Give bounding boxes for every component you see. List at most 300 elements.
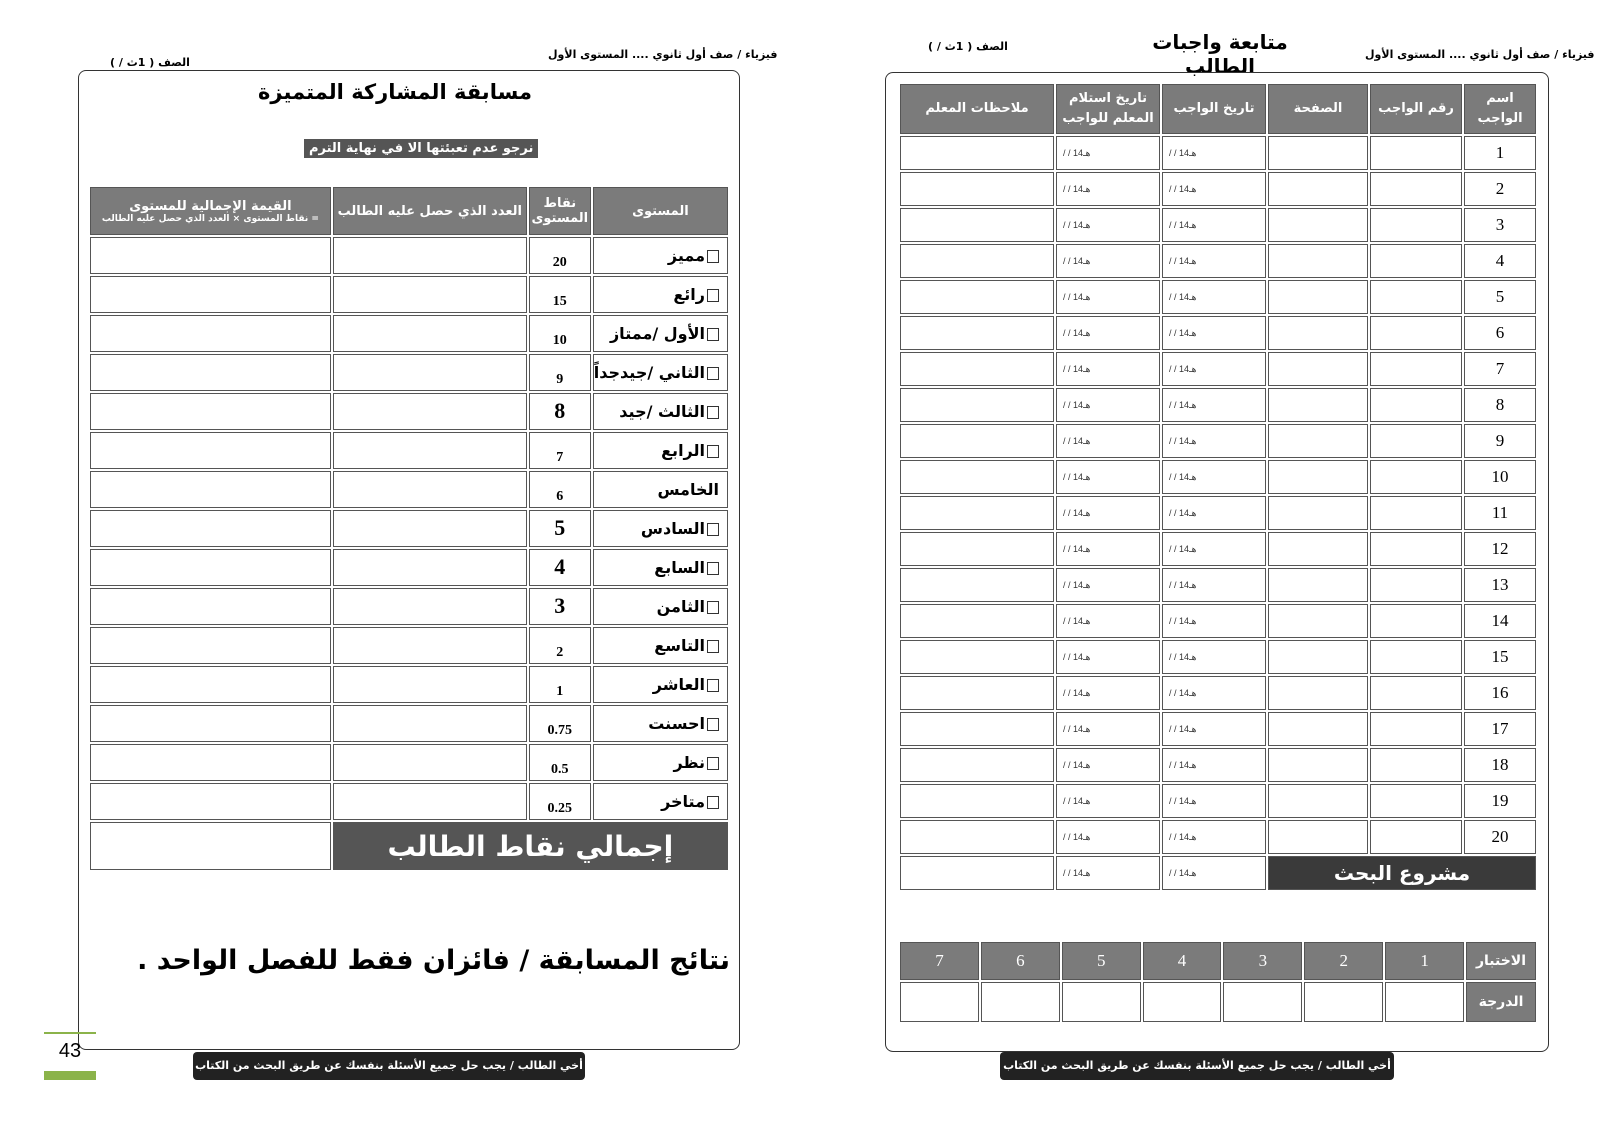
checkbox-icon[interactable] [707, 289, 719, 302]
level-name: السابع [654, 558, 705, 577]
hw-date-cell[interactable]: / / 14هـ [1162, 280, 1266, 314]
level-total-cell[interactable] [90, 471, 331, 508]
level-name: رائع [673, 285, 705, 304]
level-total-cell[interactable] [90, 666, 331, 703]
receipt-date-cell[interactable]: / / 14هـ [1056, 208, 1160, 242]
level-total-cell[interactable] [90, 237, 331, 274]
homework-table [898, 82, 1538, 892]
receipt-date-cell[interactable]: / / 14هـ [1056, 568, 1160, 602]
test-number: 3 [1223, 942, 1302, 980]
homework-number: 17 [1464, 712, 1536, 746]
level-name-cell [593, 471, 728, 508]
receipt-date-cell[interactable]: / / 14هـ [1056, 388, 1160, 422]
level-count-cell[interactable] [333, 393, 527, 430]
left-footer: أخي الطالب / يجب حل جميع الأسئلة بنفسك عن طريق البحث من الكتاب المدرسي [193, 1052, 585, 1080]
grade-cell[interactable] [1143, 982, 1222, 1022]
grade-cell[interactable] [900, 982, 979, 1022]
score-table [88, 185, 730, 872]
homework-number: 6 [1464, 316, 1536, 350]
notes-cell[interactable] [900, 712, 1054, 746]
checkbox-icon[interactable] [707, 601, 719, 614]
level-points: 20 [529, 237, 591, 274]
fill-note: نرجو عدم تعبئتها الا في نهاية الترم [304, 139, 538, 158]
level-count-cell[interactable] [333, 432, 527, 469]
level-count-cell[interactable] [333, 237, 527, 274]
level-name-cell [593, 510, 728, 547]
col-total-label: القيمة الإجمالية للمستوى [129, 198, 292, 214]
level-count-cell[interactable] [333, 510, 527, 547]
homework-number: 19 [1464, 784, 1536, 818]
level-points: 2 [529, 627, 591, 664]
level-total-cell[interactable] [90, 276, 331, 313]
hw-number-cell[interactable] [1370, 784, 1462, 818]
page-cell[interactable] [1268, 748, 1368, 782]
hw-date-cell[interactable]: / / 14هـ [1162, 568, 1266, 602]
hw-number-cell[interactable] [1370, 208, 1462, 242]
hw-date-cell[interactable]: / / 14هـ [1162, 208, 1266, 242]
level-name: الثامن [656, 597, 705, 616]
level-name: التاسع [654, 636, 705, 655]
hw-number-cell[interactable] [1370, 172, 1462, 206]
level-points: 4 [529, 549, 591, 586]
grade-label: الدرجة [1466, 982, 1536, 1022]
project-hw-date[interactable]: / / 14هـ [1162, 856, 1266, 890]
level-name: احسنت [648, 714, 705, 733]
page-cell[interactable] [1268, 568, 1368, 602]
page-cell[interactable] [1268, 424, 1368, 458]
test-number: 6 [981, 942, 1060, 980]
level-name-cell [593, 744, 728, 781]
notes-cell[interactable] [900, 496, 1054, 530]
level-points: 8 [529, 393, 591, 430]
notes-cell[interactable] [900, 460, 1054, 494]
homework-number: 14 [1464, 604, 1536, 638]
project-row [900, 856, 1536, 890]
level-row [90, 783, 728, 820]
level-name-cell [593, 705, 728, 742]
checkbox-icon[interactable] [707, 757, 719, 770]
page-cell[interactable] [1268, 460, 1368, 494]
level-row [90, 510, 728, 547]
hw-date-cell[interactable]: / / 14هـ [1162, 172, 1266, 206]
level-total-cell[interactable] [90, 783, 331, 820]
hw-number-cell[interactable] [1370, 496, 1462, 530]
notes-cell[interactable] [900, 244, 1054, 278]
col-points: نقاط المستوى [529, 187, 591, 235]
level-count-cell[interactable] [333, 315, 527, 352]
receipt-date-cell[interactable]: / / 14هـ [1056, 604, 1160, 638]
receipt-date-cell[interactable]: / / 14هـ [1056, 352, 1160, 386]
receipt-date-cell[interactable]: / / 14هـ [1056, 172, 1160, 206]
level-count-cell[interactable] [333, 549, 527, 586]
homework-row [900, 496, 1536, 530]
project-notes[interactable] [900, 856, 1054, 890]
receipt-date-cell[interactable]: / / 14هـ [1056, 676, 1160, 710]
level-row [90, 666, 728, 703]
homework-number: 18 [1464, 748, 1536, 782]
checkbox-icon[interactable] [707, 718, 719, 731]
checkbox-icon[interactable] [707, 406, 719, 419]
level-name-cell [593, 237, 728, 274]
notes-cell[interactable] [900, 604, 1054, 638]
level-points: 5 [529, 510, 591, 547]
page-cell[interactable] [1268, 676, 1368, 710]
grade-cell[interactable] [1385, 982, 1464, 1022]
page-cell[interactable] [1268, 820, 1368, 854]
hw-number-cell[interactable] [1370, 676, 1462, 710]
homework-number: 4 [1464, 244, 1536, 278]
level-name-cell [593, 588, 728, 625]
page-cell[interactable] [1268, 712, 1368, 746]
receipt-date-cell[interactable]: / / 14هـ [1056, 532, 1160, 566]
homework-number: 2 [1464, 172, 1536, 206]
receipt-date-cell[interactable]: / / 14هـ [1056, 712, 1160, 746]
hw-date-cell[interactable]: / / 14هـ [1162, 604, 1266, 638]
hw-date-cell[interactable]: / / 14هـ [1162, 676, 1266, 710]
level-name: الأول /ممتاز [609, 324, 705, 343]
page-cell[interactable] [1268, 496, 1368, 530]
level-name: متاخر [661, 792, 705, 811]
col-hw-number: رقم الواجب [1370, 84, 1462, 134]
level-points: 9 [529, 354, 591, 391]
homework-row [900, 136, 1536, 170]
project-receipt-date[interactable]: / / 14هـ [1056, 856, 1160, 890]
hw-number-cell[interactable] [1370, 460, 1462, 494]
grade-cell[interactable] [1062, 982, 1141, 1022]
checkbox-icon[interactable] [707, 250, 719, 263]
hw-number-cell[interactable] [1370, 136, 1462, 170]
homework-number: 5 [1464, 280, 1536, 314]
level-name-cell [593, 783, 728, 820]
level-total-cell[interactable] [90, 510, 331, 547]
notes-cell[interactable] [900, 172, 1054, 206]
hw-date-cell[interactable]: / / 14هـ [1162, 496, 1266, 530]
level-row [90, 276, 728, 313]
homework-number: 12 [1464, 532, 1536, 566]
checkbox-icon[interactable] [707, 445, 719, 458]
notes-cell[interactable] [900, 424, 1054, 458]
page-cell[interactable] [1268, 388, 1368, 422]
level-name: نظر [673, 753, 705, 772]
homework-row [900, 748, 1536, 782]
level-total-cell[interactable] [90, 549, 331, 586]
col-count: العدد الذي حصل عليه الطالب [333, 187, 527, 235]
homework-row [900, 316, 1536, 350]
homework-row [900, 172, 1536, 206]
page-cell[interactable] [1268, 172, 1368, 206]
homework-number: 15 [1464, 640, 1536, 674]
notes-cell[interactable] [900, 748, 1054, 782]
level-count-cell[interactable] [333, 276, 527, 313]
level-total-cell[interactable] [90, 705, 331, 742]
receipt-date-cell[interactable]: / / 14هـ [1056, 748, 1160, 782]
notes-cell[interactable] [900, 280, 1054, 314]
hw-date-cell[interactable]: / / 14هـ [1162, 820, 1266, 854]
hw-number-cell[interactable] [1370, 748, 1462, 782]
level-name-cell [593, 549, 728, 586]
col-receipt-date: تاريخ استلام المعلم للواجب [1056, 84, 1160, 134]
homework-table-header [900, 84, 1536, 134]
level-total-cell[interactable] [90, 315, 331, 352]
homework-number: 10 [1464, 460, 1536, 494]
level-row [90, 393, 728, 430]
level-points: 0.75 [529, 705, 591, 742]
left-header-subject: فيزياء / صف أول ثانوي .... المستوى الأول [548, 48, 778, 61]
homework-row [900, 424, 1536, 458]
page-cell[interactable] [1268, 244, 1368, 278]
notes-cell[interactable] [900, 568, 1054, 602]
test-label: الاختبار [1466, 942, 1536, 980]
receipt-date-cell[interactable]: / / 14هـ [1056, 460, 1160, 494]
hw-date-cell[interactable]: / / 14هـ [1162, 316, 1266, 350]
receipt-date-cell[interactable]: / / 14هـ [1056, 136, 1160, 170]
level-row [90, 237, 728, 274]
level-points: 15 [529, 276, 591, 313]
page-cell[interactable] [1268, 604, 1368, 638]
level-name: السادس [640, 519, 705, 538]
level-points: 7 [529, 432, 591, 469]
level-row [90, 471, 728, 508]
level-row [90, 432, 728, 469]
competition-title: مسابقة المشاركة المتميزة [258, 80, 532, 104]
project-label: مشروع البحث [1268, 856, 1536, 890]
homework-number: 11 [1464, 496, 1536, 530]
homework-number: 1 [1464, 136, 1536, 170]
test-number: 1 [1385, 942, 1464, 980]
hw-date-cell[interactable]: / / 14هـ [1162, 424, 1266, 458]
level-points: 10 [529, 315, 591, 352]
hw-number-cell[interactable] [1370, 424, 1462, 458]
level-name: الرابع [661, 441, 705, 460]
notes-cell[interactable] [900, 820, 1054, 854]
hw-number-cell[interactable] [1370, 640, 1462, 674]
level-count-cell[interactable] [333, 588, 527, 625]
homework-row [900, 676, 1536, 710]
level-total-cell[interactable] [90, 354, 331, 391]
homework-row [900, 568, 1536, 602]
tests-header-row [900, 942, 1536, 980]
total-row [90, 822, 728, 870]
page-cell[interactable] [1268, 136, 1368, 170]
hw-date-cell[interactable]: / / 14هـ [1162, 784, 1266, 818]
homework-row [900, 604, 1536, 638]
notes-cell[interactable] [900, 676, 1054, 710]
notes-cell[interactable] [900, 316, 1054, 350]
level-points: 0.5 [529, 744, 591, 781]
homework-row [900, 640, 1536, 674]
receipt-date-cell[interactable]: / / 14هـ [1056, 640, 1160, 674]
page-cell[interactable] [1268, 352, 1368, 386]
col-hw-date: تاريخ الواجب [1162, 84, 1266, 134]
homework-row [900, 352, 1536, 386]
checkbox-icon[interactable] [707, 562, 719, 575]
hw-number-cell[interactable] [1370, 712, 1462, 746]
hw-number-cell[interactable] [1370, 316, 1462, 350]
grade-cell[interactable] [1304, 982, 1383, 1022]
homework-title: متابعة واجبات الطالب [1152, 30, 1288, 78]
page-cell[interactable] [1268, 640, 1368, 674]
level-count-cell[interactable] [333, 744, 527, 781]
level-row [90, 549, 728, 586]
level-total-cell[interactable] [90, 627, 331, 664]
results-text: نتائج المسابقة / فائزان فقط للفصل الواحد . [137, 945, 730, 976]
grades-row [900, 982, 1536, 1022]
level-name: الثاني /جيدجداً [593, 363, 705, 382]
notes-cell[interactable] [900, 136, 1054, 170]
receipt-date-cell[interactable]: / / 14هـ [1056, 820, 1160, 854]
homework-row [900, 784, 1536, 818]
col-level: المستوى [593, 187, 728, 235]
checkbox-icon[interactable] [707, 523, 719, 536]
checkbox-icon[interactable] [707, 328, 719, 341]
total-label: إجمالي نقاط الطالب [333, 822, 728, 870]
right-header-subject: فيزياء / صف أول ثانوي .... المستوى الأول [1365, 48, 1595, 61]
hw-number-cell[interactable] [1370, 244, 1462, 278]
col-page: الصفحة [1268, 84, 1368, 134]
homework-row [900, 280, 1536, 314]
page-number: 43 [58, 1040, 82, 1062]
notes-cell[interactable] [900, 352, 1054, 386]
checkbox-icon[interactable] [707, 796, 719, 809]
hw-date-cell[interactable]: / / 14هـ [1162, 352, 1266, 386]
level-name-cell [593, 315, 728, 352]
level-total-cell[interactable] [90, 588, 331, 625]
col-total [90, 187, 331, 235]
notes-cell[interactable] [900, 388, 1054, 422]
test-number: 2 [1304, 942, 1383, 980]
level-points: 3 [529, 588, 591, 625]
hw-date-cell[interactable]: / / 14هـ [1162, 712, 1266, 746]
homework-row [900, 244, 1536, 278]
homework-number: 16 [1464, 676, 1536, 710]
homework-number: 13 [1464, 568, 1536, 602]
level-count-cell[interactable] [333, 705, 527, 742]
homework-number: 20 [1464, 820, 1536, 854]
grade-cell[interactable] [981, 982, 1060, 1022]
homework-row [900, 712, 1536, 746]
test-number: 5 [1062, 942, 1141, 980]
level-count-cell[interactable] [333, 471, 527, 508]
level-points: 6 [529, 471, 591, 508]
hw-number-cell[interactable] [1370, 388, 1462, 422]
hw-date-cell[interactable]: / / 14هـ [1162, 244, 1266, 278]
score-table-header [90, 187, 728, 235]
test-number: 7 [900, 942, 979, 980]
level-row [90, 588, 728, 625]
hw-date-cell[interactable]: / / 14هـ [1162, 388, 1266, 422]
level-count-cell[interactable] [333, 783, 527, 820]
level-name-cell [593, 432, 728, 469]
notes-cell[interactable] [900, 640, 1054, 674]
level-name-cell [593, 666, 728, 703]
page-cell[interactable] [1268, 316, 1368, 350]
level-name: الخامس [657, 480, 719, 499]
hw-number-cell[interactable] [1370, 820, 1462, 854]
page-num-bar [44, 1071, 96, 1080]
level-row [90, 744, 728, 781]
level-count-cell[interactable] [333, 354, 527, 391]
level-points: 0.25 [529, 783, 591, 820]
total-value-cell[interactable] [90, 822, 331, 870]
level-name-cell [593, 276, 728, 313]
homework-number: 7 [1464, 352, 1536, 386]
homework-row [900, 820, 1536, 854]
hw-number-cell[interactable] [1370, 280, 1462, 314]
page-cell[interactable] [1268, 208, 1368, 242]
receipt-date-cell[interactable]: / / 14هـ [1056, 280, 1160, 314]
page-cell[interactable] [1268, 532, 1368, 566]
notes-cell[interactable] [900, 784, 1054, 818]
left-header-class: الصف ( 1ث / ) [110, 56, 190, 69]
hw-number-cell[interactable] [1370, 352, 1462, 386]
receipt-date-cell[interactable]: / / 14هـ [1056, 784, 1160, 818]
grade-cell[interactable] [1223, 982, 1302, 1022]
checkbox-icon[interactable] [707, 640, 719, 653]
right-header-class: الصف ( 1ث / ) [928, 40, 1008, 53]
level-name: الثالث /جيد [619, 402, 705, 421]
hw-date-cell[interactable]: / / 14هـ [1162, 460, 1266, 494]
receipt-date-cell[interactable]: / / 14هـ [1056, 496, 1160, 530]
checkbox-icon[interactable] [707, 679, 719, 692]
notes-cell[interactable] [900, 208, 1054, 242]
col-total-formula: = نقاط المستوى × العدد الذي حصل عليه الطالب [101, 213, 319, 224]
notes-cell[interactable] [900, 532, 1054, 566]
page-cell[interactable] [1268, 280, 1368, 314]
col-notes: ملاحظات المعلم [900, 84, 1054, 134]
hw-number-cell[interactable] [1370, 604, 1462, 638]
col-hw-name: اسم الواجب [1464, 84, 1536, 134]
hw-date-cell[interactable]: / / 14هـ [1162, 532, 1266, 566]
level-name-cell [593, 354, 728, 391]
level-name: مميز [667, 246, 705, 265]
level-count-cell[interactable] [333, 627, 527, 664]
receipt-date-cell[interactable]: / / 14هـ [1056, 424, 1160, 458]
homework-row [900, 532, 1536, 566]
page-cell[interactable] [1268, 784, 1368, 818]
test-number: 4 [1143, 942, 1222, 980]
level-name-cell [593, 393, 728, 430]
level-row [90, 315, 728, 352]
level-total-cell[interactable] [90, 744, 331, 781]
right-footer: أخي الطالب / يجب حل جميع الأسئلة بنفسك عن طريق البحث من الكتاب المدرسي [1000, 1052, 1394, 1080]
homework-number: 8 [1464, 388, 1536, 422]
level-row [90, 627, 728, 664]
level-name: العاشر [652, 675, 705, 694]
level-row [90, 705, 728, 742]
level-count-cell[interactable] [333, 666, 527, 703]
page-num-line [44, 1032, 96, 1034]
hw-date-cell[interactable]: / / 14هـ [1162, 748, 1266, 782]
homework-row [900, 388, 1536, 422]
checkbox-icon[interactable] [707, 367, 719, 380]
hw-date-cell[interactable]: / / 14هـ [1162, 136, 1266, 170]
homework-number: 9 [1464, 424, 1536, 458]
hw-number-cell[interactable] [1370, 568, 1462, 602]
level-row [90, 354, 728, 391]
hw-number-cell[interactable] [1370, 532, 1462, 566]
homework-row [900, 460, 1536, 494]
hw-date-cell[interactable]: / / 14هـ [1162, 640, 1266, 674]
level-points: 1 [529, 666, 591, 703]
receipt-date-cell[interactable]: / / 14هـ [1056, 244, 1160, 278]
level-name-cell [593, 627, 728, 664]
homework-row [900, 208, 1536, 242]
receipt-date-cell[interactable]: / / 14هـ [1056, 316, 1160, 350]
homework-number: 3 [1464, 208, 1536, 242]
level-total-cell[interactable] [90, 393, 331, 430]
level-total-cell[interactable] [90, 432, 331, 469]
tests-table [898, 940, 1538, 1024]
